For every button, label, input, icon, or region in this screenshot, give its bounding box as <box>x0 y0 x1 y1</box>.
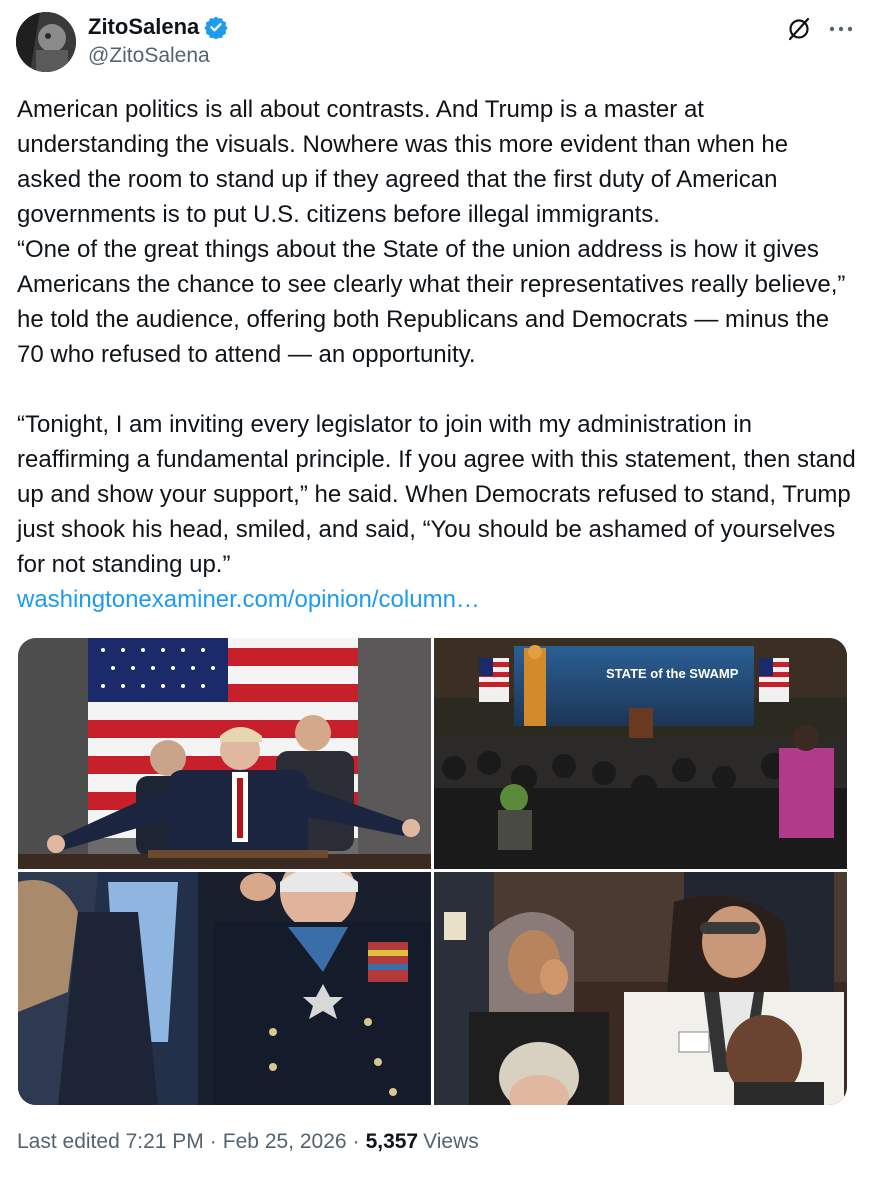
separator: · <box>352 1130 360 1153</box>
paragraph-gap <box>17 372 857 407</box>
tweet-meta <box>17 1130 479 1154</box>
avatar[interactable] <box>16 12 76 72</box>
edited-timestamp[interactable]: Last edited 7:21 PM <box>17 1130 204 1153</box>
media-image-4[interactable] <box>434 872 847 1105</box>
media-image-1[interactable] <box>18 638 431 869</box>
handle[interactable]: @ZitoSalena <box>88 44 210 67</box>
verified-badge-icon <box>204 15 228 39</box>
views-label: Views <box>423 1130 479 1153</box>
separator: · <box>209 1130 217 1153</box>
name-row <box>88 14 228 40</box>
media-grid <box>18 638 847 1105</box>
article-link[interactable]: washingtonexaminer.com/opinion/column… <box>17 586 480 613</box>
tweet-paragraph-3: “Tonight, I am inviting every legislator to join with my administration in reaffirming a fundamental principle. If you agree with this statement, then stand up and show your support,” he said. When Democrats refused to stand, Trump just shook his head, smiled, and said, “You should be ashamed of yourselves for not standing up.” <box>17 411 856 578</box>
swamp-sign-text: STATE of the SWAMP <box>606 666 739 681</box>
display-name[interactable]: ZitoSalena <box>88 14 200 39</box>
grok-slash-icon[interactable] <box>786 16 812 42</box>
tweet-text <box>17 92 857 617</box>
tweet-paragraph-2: “One of the great things about the State of the union address is how it gives Americans the chance to see clearly what their representatives really believe,” he told the audience, offering both Republicans and Democrats — minus the 70 who refused to attend — an opportunity. <box>17 236 846 368</box>
avatar-image <box>16 12 76 72</box>
tweet-header <box>16 12 856 76</box>
more-horizontal-icon[interactable] <box>826 16 856 42</box>
views-count[interactable]: 5,357 <box>365 1130 419 1153</box>
post-date[interactable]: Feb 25, 2026 <box>222 1130 347 1153</box>
tweet-paragraph-1: American politics is all about contrasts. And Trump is a master at understanding the visuals. Nowhere was this more evident than when he asked the room to stand up if they agreed that the first duty of American governments is to put U.S. citizens before illegal immigrants. <box>17 96 789 228</box>
media-image-3[interactable] <box>18 872 431 1105</box>
media-image-2[interactable] <box>434 638 847 869</box>
